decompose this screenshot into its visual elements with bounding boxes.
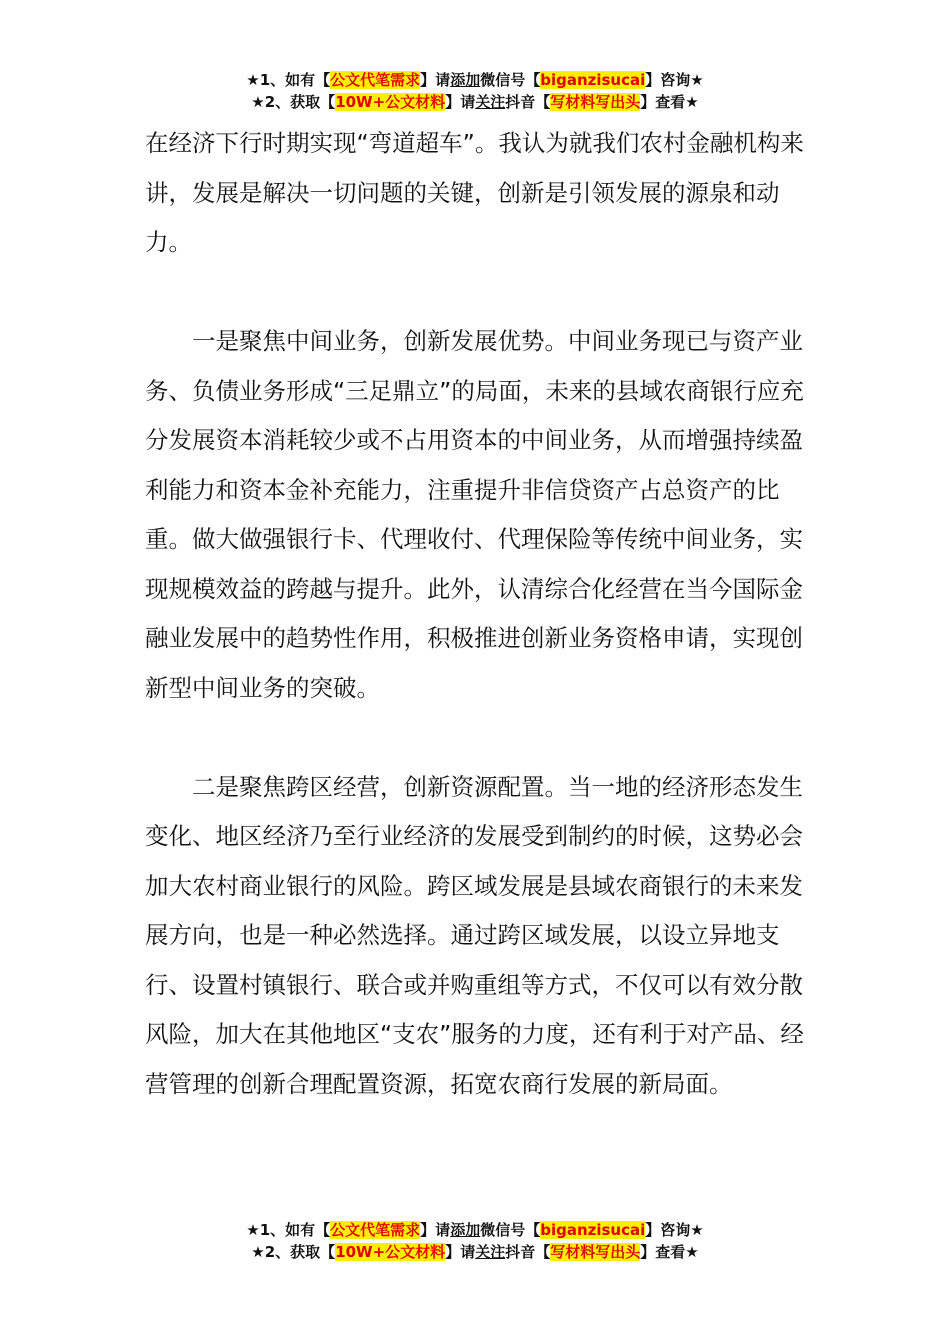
banner-2-suffix: 】查看★ <box>640 93 699 111</box>
banner-1-prefix: ★1、如有【 <box>246 71 331 89</box>
paragraph-continuation: 在经济下行时期实现“弯道超车”。我认为就我们农村金融机构来讲，发展是解决一切问题的关键，创新是引领发展的源泉和动力。 <box>145 129 804 256</box>
footer-banner <box>0 1219 950 1263</box>
banner-2-text-2: 抖音【 <box>505 93 551 111</box>
banner-line-2 <box>0 91 950 113</box>
footer-1-suffix: 】咨询★ <box>645 1221 704 1239</box>
footer-2-highlight-douyin: 写材料写出头 <box>550 1243 641 1261</box>
banner-1-highlight-service: 公文代笔需求 <box>330 71 421 89</box>
paragraph-intermediate-business: 一是聚焦中间业务，创新发展优势。中间业务现已与资产业务、负债业务形成“三足鼎立”的局面，未来的县域农商银行应充分发展资本消耗较少或不占用资本的中间业务，从而增强持续盈利能力和资本金补充能力，注重提升非信贷资产占总资产的比重。做大做强银行卡、代理收付、代理保险等传统中间业务，实现规模效益的跨越与提升。此外，认清综合化经营在当今国际金融业发展中的趋势性作用，积极推进创新业务资格申请，实现创新型中间业务的突破。 <box>145 327 804 702</box>
document-body <box>145 119 805 1109</box>
paragraph-gap <box>145 713 805 763</box>
banner-1-text: 】请 <box>420 71 451 89</box>
footer-2-highlight-materials: 10W+公文材料 <box>335 1243 446 1261</box>
footer-2-prefix: ★2、获取【 <box>251 1243 336 1261</box>
banner-1-suffix: 】咨询★ <box>645 71 704 89</box>
paragraph-cross-region: 二是聚焦跨区经营，创新资源配置。当一地的经济形态发生变化、地区经济乃至行业经济的发展受到制约的时候，这势必会加大农村商业银行的风险。跨区域发展是县域农商银行的未来发展方向，也是一种必然选择。通过跨区域发展，以设立异地支行、设置村镇银行、联合或并购重组等方式，不仅可以有效分散风险，加大在其他地区“支农”服务的力度，还有利于对产品、经营管理的创新合理配置资源，拓宽农商行发展的新局面。 <box>145 772 804 1098</box>
banner-2-underline: 关注 <box>475 93 506 111</box>
banner-1-text-2: 微信号【 <box>480 71 541 89</box>
banner-line-1 <box>0 69 950 91</box>
banner-2-highlight-materials: 10W+公文材料 <box>335 93 446 111</box>
footer-1-prefix: ★1、如有【 <box>246 1221 331 1239</box>
footer-banner-line-2 <box>0 1241 950 1263</box>
banner-1-highlight-wechat: biganzisucai <box>540 71 646 89</box>
banner-2-text: 】请 <box>445 93 476 111</box>
footer-1-text-2: 微信号【 <box>480 1221 541 1239</box>
footer-2-suffix: 】查看★ <box>640 1243 699 1261</box>
paragraph-gap <box>145 268 805 318</box>
footer-1-highlight-wechat: biganzisucai <box>540 1221 646 1239</box>
banner-2-prefix: ★2、获取【 <box>251 93 336 111</box>
footer-2-text: 】请 <box>445 1243 476 1261</box>
footer-1-text: 】请 <box>420 1221 451 1239</box>
footer-2-text-2: 抖音【 <box>505 1243 551 1261</box>
footer-banner-line-1 <box>0 1219 950 1241</box>
banner-1-underline: 添加 <box>450 71 481 89</box>
footer-2-underline: 关注 <box>475 1243 506 1261</box>
banner-2-highlight-douyin: 写材料写出头 <box>550 93 641 111</box>
footer-1-highlight-service: 公文代笔需求 <box>330 1221 421 1239</box>
footer-1-underline: 添加 <box>450 1221 481 1239</box>
header-banner <box>0 69 950 113</box>
